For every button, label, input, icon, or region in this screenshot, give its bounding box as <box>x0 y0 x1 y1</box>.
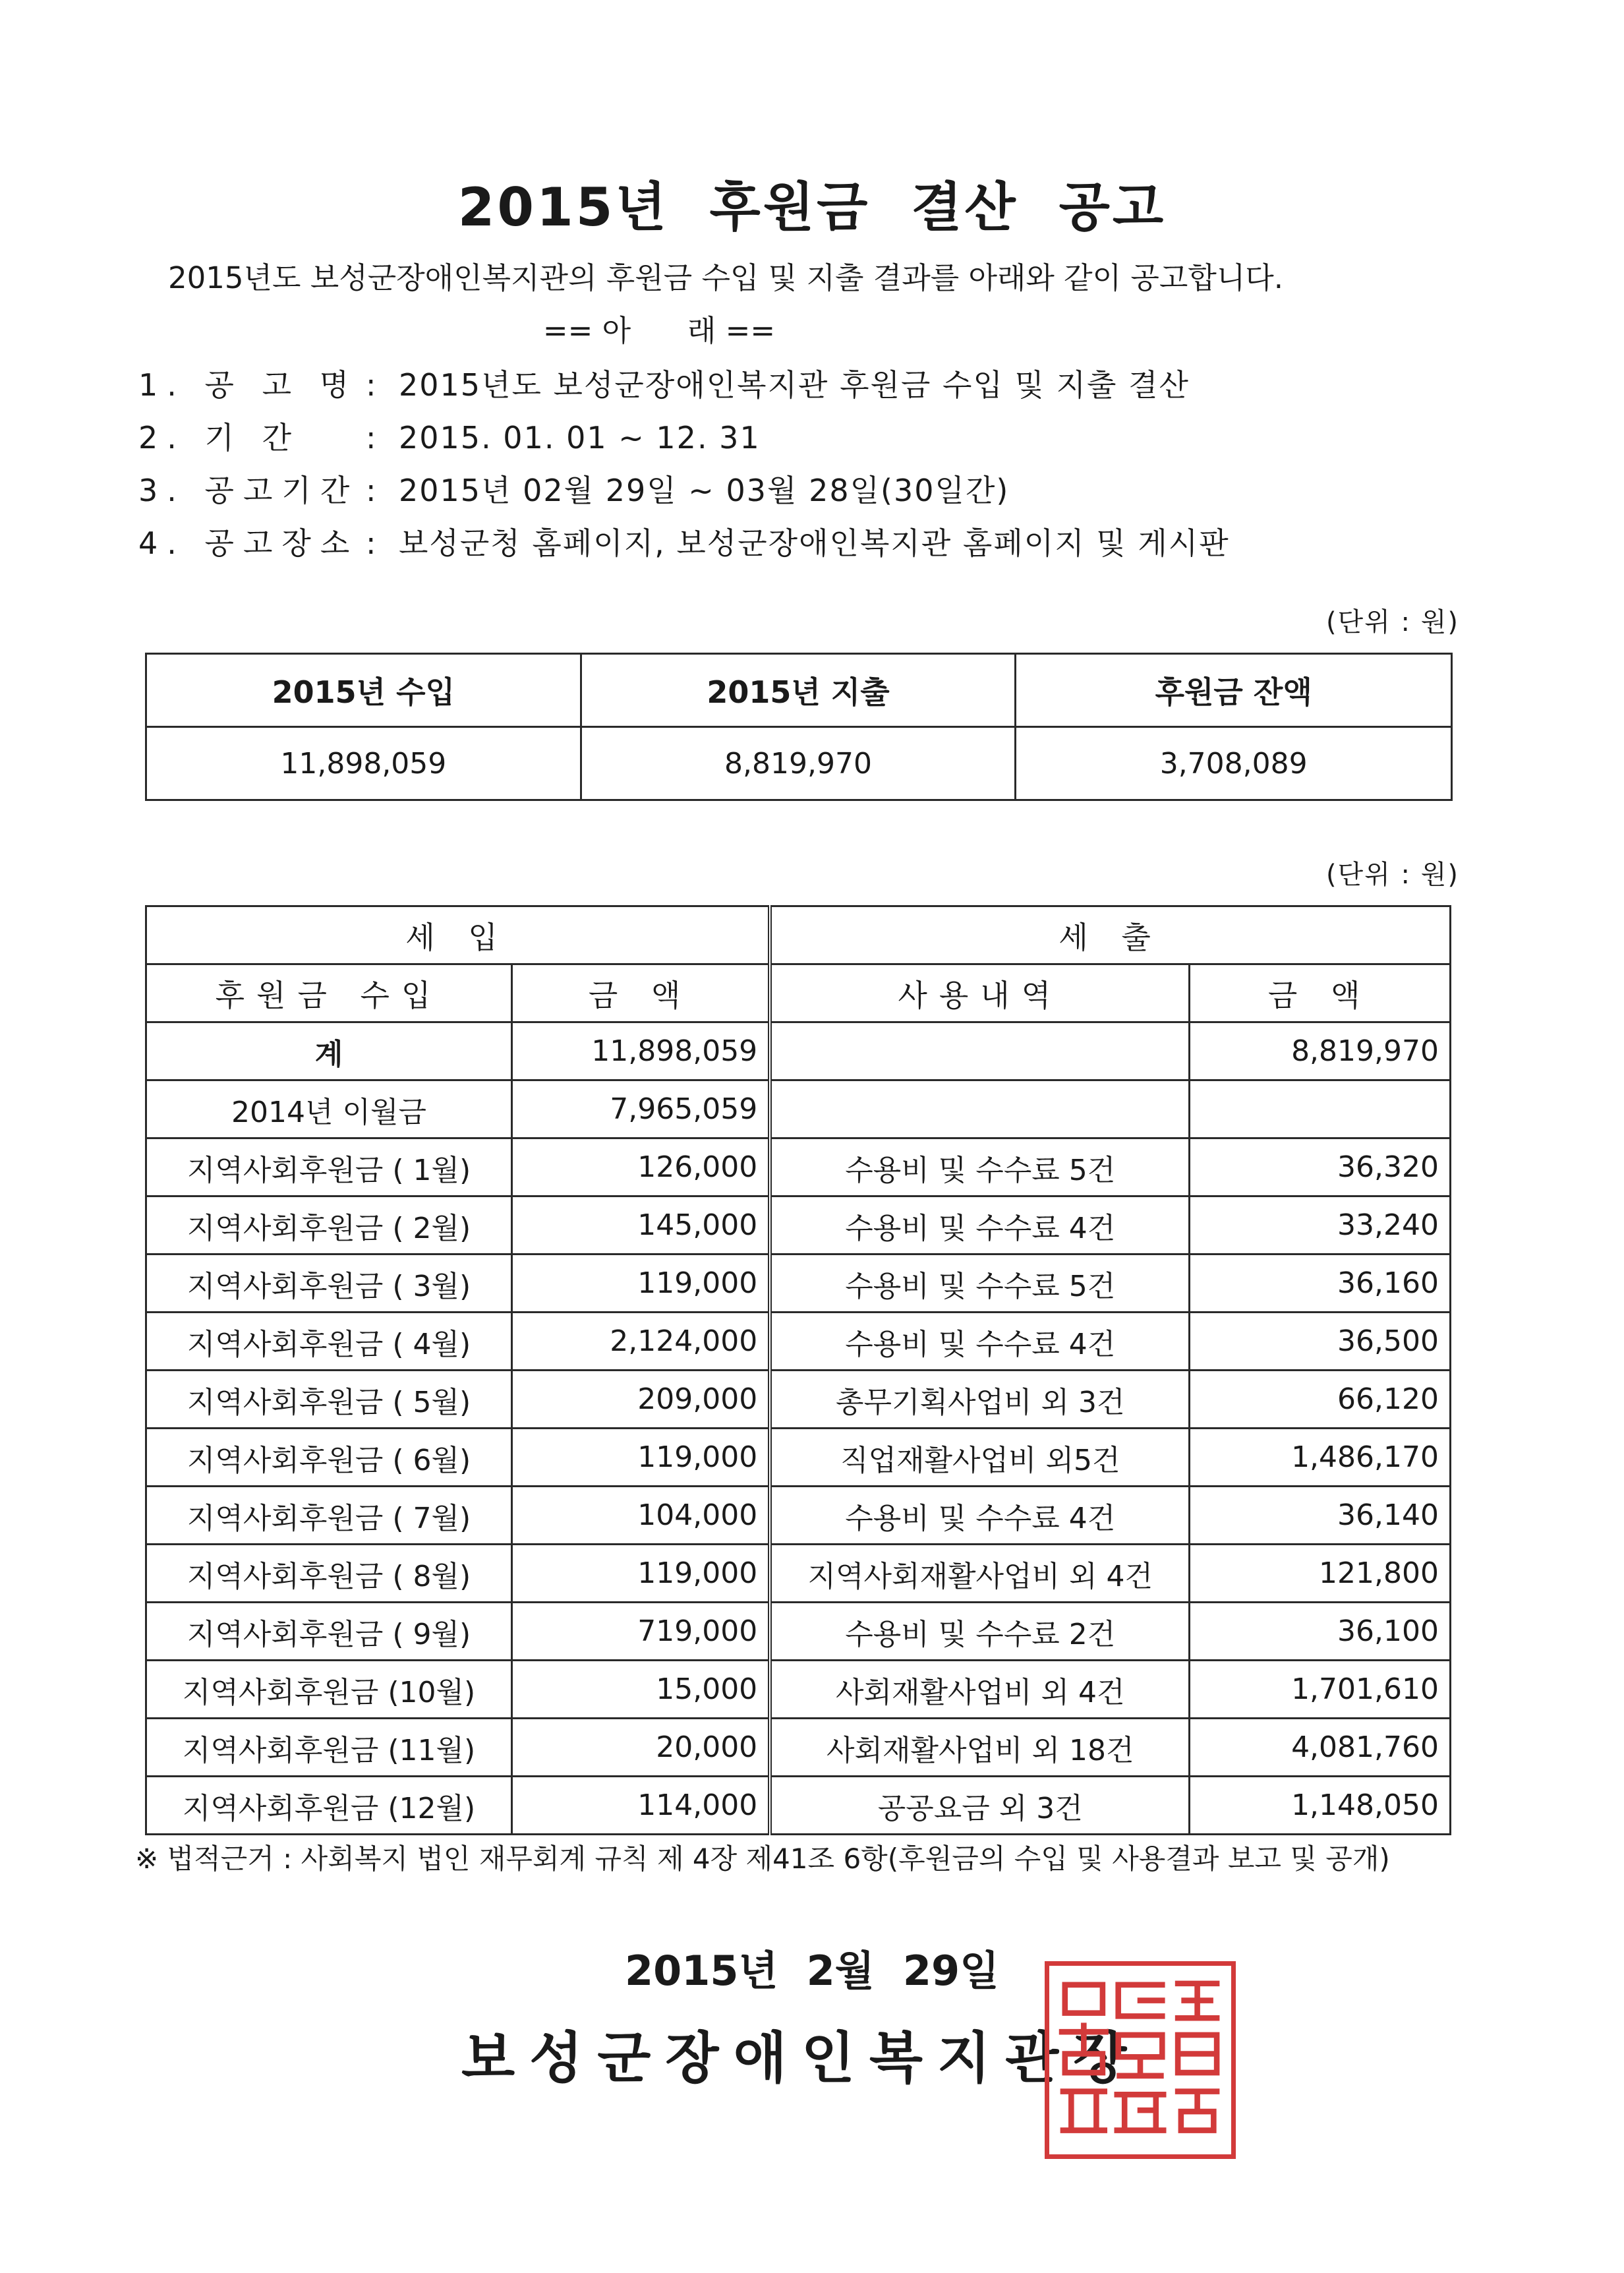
item-colon: : <box>366 420 378 456</box>
income-source: 지역사회후원금 ( 6월) <box>146 1429 512 1487</box>
detail-total-row <box>146 1022 1451 1080</box>
use-amount: 36,160 <box>1190 1255 1451 1313</box>
total-label: 계 <box>146 1022 512 1080</box>
income-source: 지역사회후원금 ( 1월) <box>146 1138 512 1196</box>
summary-balance-value: 3,708,089 <box>1016 727 1452 800</box>
document-title: 2015년 후원금 결산 공고 <box>457 177 1167 238</box>
use-amount: 36,100 <box>1190 1603 1451 1661</box>
unit-label-detail: (단위 : 원) <box>1325 860 1459 890</box>
col-income-amount: 금 액 <box>511 964 770 1022</box>
use-description: 공공요금 외 3건 <box>770 1777 1190 1835</box>
detail-group-expense: 세 출 <box>770 906 1450 964</box>
ahrae-divider: == 아 래 == <box>542 313 776 348</box>
detail-group-income: 세 입 <box>146 906 770 964</box>
income-source: 지역사회후원금 ( 4월) <box>146 1313 512 1371</box>
detail-table <box>145 905 1451 1835</box>
use-amount: 1,148,050 <box>1190 1777 1451 1835</box>
use-description <box>770 1080 1190 1138</box>
intro-text: 2015년도 보성군장애인복지관의 후원금 수입 및 지출 결과를 아래와 같이 공고합니다. <box>168 260 1284 295</box>
income-source: 2014년 이월금 <box>146 1080 512 1138</box>
summary-header-row <box>146 654 1452 727</box>
use-description: 직업재활사업비 외5건 <box>770 1429 1190 1487</box>
item-colon: : <box>366 525 378 561</box>
notice-item-place <box>138 519 1230 563</box>
use-amount: 121,800 <box>1190 1545 1451 1603</box>
income-source: 지역사회후원금 ( 9월) <box>146 1603 512 1661</box>
use-amount: 36,320 <box>1190 1138 1451 1196</box>
use-amount: 1,701,610 <box>1190 1661 1451 1719</box>
item-label: 3. 공고기간 <box>138 473 359 508</box>
detail-rows <box>146 1080 1451 1835</box>
income-amount: 15,000 <box>511 1661 770 1719</box>
use-description: 수용비 및 수수료 5건 <box>770 1138 1190 1196</box>
use-description: 총무기획사업비 외 3건 <box>770 1371 1190 1429</box>
seal-pattern-icon <box>1049 1966 1231 2154</box>
total-use-blank <box>770 1022 1190 1080</box>
use-amount: 36,500 <box>1190 1313 1451 1371</box>
use-description: 수용비 및 수수료 5건 <box>770 1255 1190 1313</box>
income-amount: 209,000 <box>511 1371 770 1429</box>
income-source: 지역사회후원금 ( 5월) <box>146 1371 512 1429</box>
detail-row <box>146 1719 1451 1777</box>
income-amount: 119,000 <box>511 1255 770 1313</box>
detail-row <box>146 1545 1451 1603</box>
use-description: 사회재활사업비 외 18건 <box>770 1719 1190 1777</box>
item-value: 2015년도 보성군장애인복지관 후원금 수입 및 지출 결산 <box>399 367 1190 403</box>
income-amount: 119,000 <box>511 1429 770 1487</box>
detail-row <box>146 1080 1451 1138</box>
income-amount: 104,000 <box>511 1487 770 1545</box>
notice-item-period <box>138 414 761 458</box>
detail-row <box>146 1661 1451 1719</box>
income-amount: 126,000 <box>511 1138 770 1196</box>
use-amount: 4,081,760 <box>1190 1719 1451 1777</box>
income-source: 지역사회후원금 ( 7월) <box>146 1487 512 1545</box>
income-source: 지역사회후원금 ( 8월) <box>146 1545 512 1603</box>
detail-row <box>146 1371 1451 1429</box>
notice-item-title <box>138 361 1190 405</box>
use-description: 지역사회재활사업비 외 4건 <box>770 1545 1190 1603</box>
item-value: 2015년 02월 29일 ~ 03월 28일(30일간) <box>399 473 1010 508</box>
legal-basis-note: ※ 법적근거 : 사회복지 법인 재무회계 규칙 제 4장 제41조 6항(후원금의 수입 및 사용결과 보고 및 공개) <box>135 1843 1390 1875</box>
col-use-amount: 금 액 <box>1190 964 1451 1022</box>
income-source: 지역사회후원금 (12월) <box>146 1777 512 1835</box>
item-value: 보성군청 홈페이지, 보성군장애인복지관 홈페이지 및 게시판 <box>399 525 1230 561</box>
summary-table <box>145 653 1453 801</box>
notice-item-notice-period <box>138 467 1009 510</box>
use-description: 수용비 및 수수료 2건 <box>770 1603 1190 1661</box>
income-amount: 20,000 <box>511 1719 770 1777</box>
summary-header-income: 2015년 수입 <box>146 654 581 727</box>
detail-row <box>146 1429 1451 1487</box>
summary-header-balance: 후원금 잔액 <box>1016 654 1452 727</box>
col-use: 사용내역 <box>770 964 1190 1022</box>
detail-row <box>146 1487 1451 1545</box>
income-amount: 145,000 <box>511 1196 770 1255</box>
detail-row <box>146 1255 1451 1313</box>
detail-row <box>146 1138 1451 1196</box>
item-colon: : <box>366 367 378 403</box>
use-description: 수용비 및 수수료 4건 <box>770 1196 1190 1255</box>
detail-row <box>146 1313 1451 1371</box>
organization-name: 보성군장애인복지관장 <box>461 2026 1142 2090</box>
use-amount: 36,140 <box>1190 1487 1451 1545</box>
notice-date: 2015년 2월 29일 <box>625 1947 999 1995</box>
official-seal-stamp <box>1045 1961 1236 2159</box>
income-source: 지역사회후원금 ( 3월) <box>146 1255 512 1313</box>
use-amount: 1,486,170 <box>1190 1429 1451 1487</box>
detail-group-header-row <box>146 906 1451 964</box>
use-amount <box>1190 1080 1451 1138</box>
detail-row <box>146 1196 1451 1255</box>
item-colon: : <box>366 473 378 508</box>
detail-row <box>146 1603 1451 1661</box>
detail-row <box>146 1777 1451 1835</box>
income-source: 지역사회후원금 (11월) <box>146 1719 512 1777</box>
item-value: 2015. 01. 01 ~ 12. 31 <box>399 420 761 456</box>
total-income: 11,898,059 <box>511 1022 770 1080</box>
income-source: 지역사회후원금 (10월) <box>146 1661 512 1719</box>
detail-column-header-row <box>146 964 1451 1022</box>
item-label: 2. 기 간 <box>138 420 301 456</box>
income-amount: 719,000 <box>511 1603 770 1661</box>
summary-value-row <box>146 727 1452 800</box>
summary-expense-value: 8,819,970 <box>581 727 1016 800</box>
summary-income-value: 11,898,059 <box>146 727 581 800</box>
use-amount: 33,240 <box>1190 1196 1451 1255</box>
income-source: 지역사회후원금 ( 2월) <box>146 1196 512 1255</box>
item-label: 1. 공 고 명 <box>138 367 359 403</box>
use-description: 사회재활사업비 외 4건 <box>770 1661 1190 1719</box>
income-amount: 119,000 <box>511 1545 770 1603</box>
total-expense: 8,819,970 <box>1190 1022 1451 1080</box>
summary-header-expense: 2015년 지출 <box>581 654 1016 727</box>
income-amount: 2,124,000 <box>511 1313 770 1371</box>
unit-label-summary: (단위 : 원) <box>1325 607 1459 637</box>
use-description: 수용비 및 수수료 4건 <box>770 1313 1190 1371</box>
col-income: 후원금 수입 <box>146 964 512 1022</box>
use-amount: 66,120 <box>1190 1371 1451 1429</box>
item-label: 4. 공고장소 <box>138 525 359 561</box>
use-description: 수용비 및 수수료 4건 <box>770 1487 1190 1545</box>
income-amount: 7,965,059 <box>511 1080 770 1138</box>
income-amount: 114,000 <box>511 1777 770 1835</box>
